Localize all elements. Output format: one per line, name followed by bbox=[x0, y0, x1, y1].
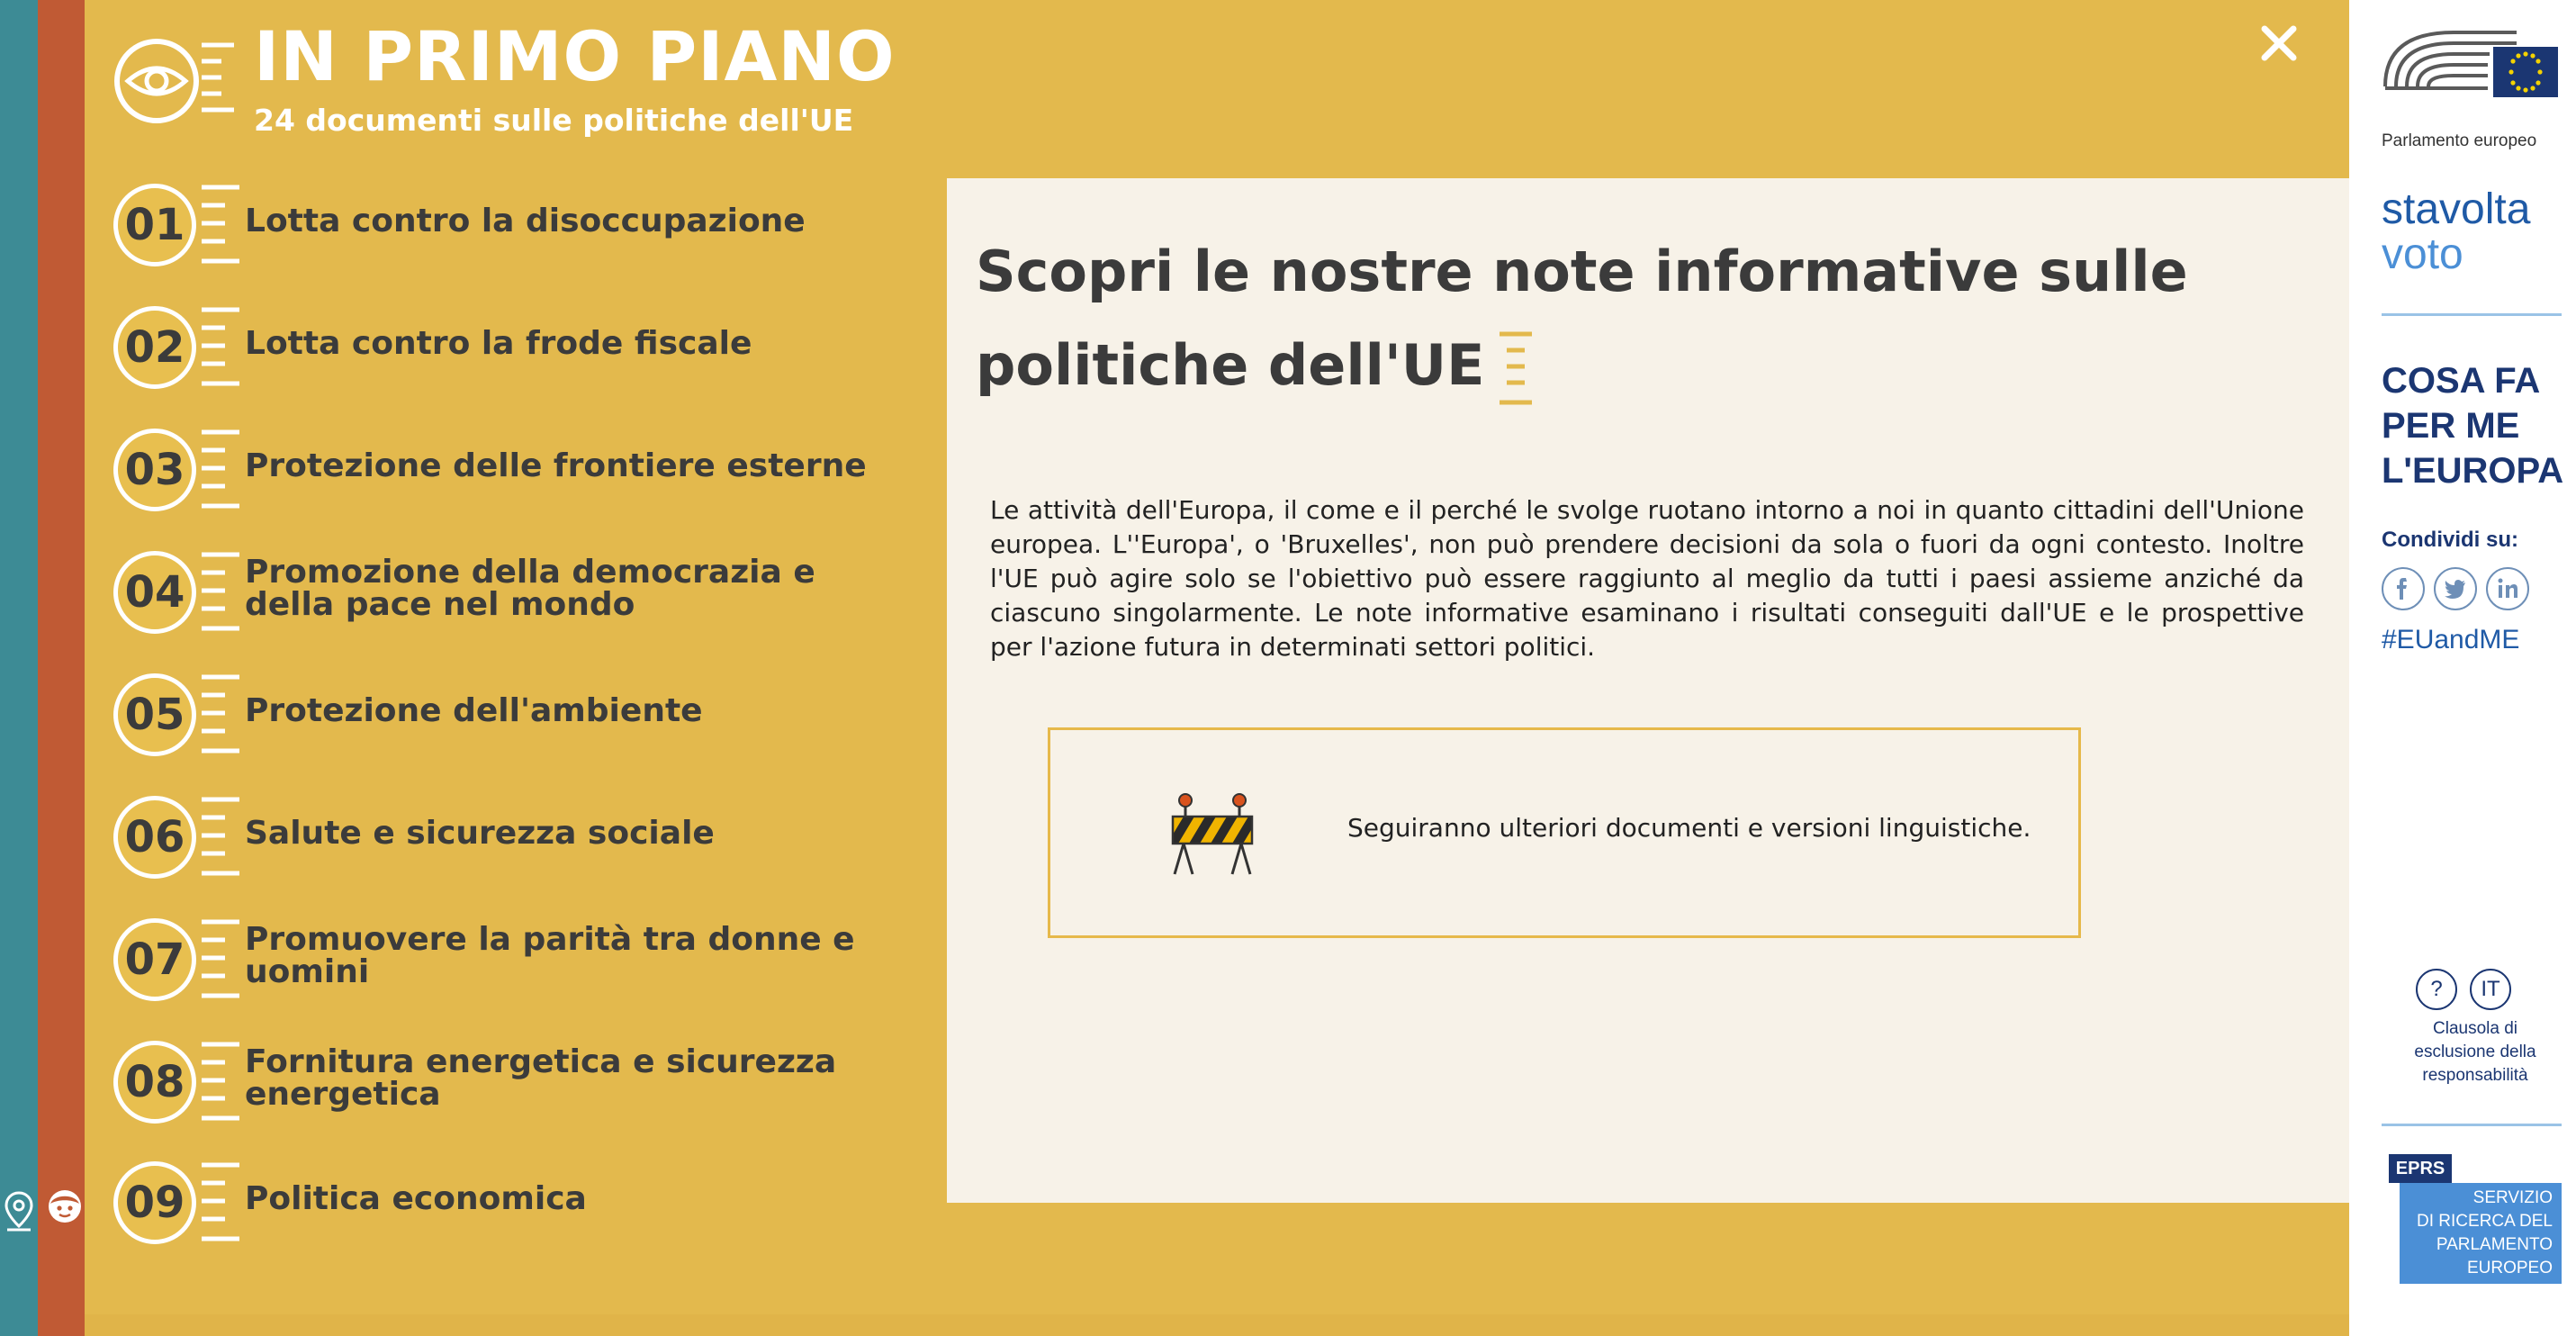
menu-item-number: 02 bbox=[124, 322, 185, 373]
parliament-name: Parlamento europeo bbox=[2382, 131, 2537, 150]
number-badge bbox=[112, 425, 229, 519]
page-subtitle: 24 documenti sulle politiche dell'UE bbox=[254, 103, 854, 138]
eprs-line: EUROPEO bbox=[2466, 1259, 2553, 1277]
campaign-voto: voto bbox=[2382, 230, 2463, 278]
cosa-line: L'EUROPA bbox=[2382, 451, 2564, 491]
european-parliament-logo[interactable] bbox=[2382, 23, 2558, 122]
close-button[interactable] bbox=[2252, 16, 2306, 70]
menu-item-label: Promozione della democrazia e della pace nel mondo bbox=[245, 554, 815, 623]
number-badge bbox=[112, 915, 229, 1008]
disclaimer-link[interactable] bbox=[2385, 1017, 2565, 1088]
face-icon[interactable] bbox=[47, 1188, 83, 1224]
linkedin-share-button[interactable] bbox=[2486, 567, 2529, 610]
menu-item-label: Protezione dell'ambiente bbox=[245, 692, 703, 729]
menu-item-05[interactable] bbox=[112, 670, 904, 769]
menu-item-08[interactable] bbox=[112, 1037, 904, 1136]
list-ticks-icon bbox=[202, 184, 241, 266]
list-ticks-icon bbox=[202, 306, 241, 389]
menu-item-03[interactable] bbox=[112, 425, 904, 524]
twitter-share-button[interactable] bbox=[2434, 567, 2477, 610]
menu-item-number: 09 bbox=[124, 1178, 185, 1228]
disclaimer-line: responsabilità bbox=[2422, 1066, 2528, 1085]
number-badge bbox=[112, 180, 229, 274]
menu-item-label: Lotta contro la frode fiscale bbox=[245, 325, 752, 362]
cosa-line: COSA FA bbox=[2382, 361, 2541, 401]
divider bbox=[2382, 313, 2562, 316]
linkedin-icon bbox=[2488, 569, 2527, 609]
list-ticks-icon bbox=[202, 1161, 241, 1244]
cosa-line: PER ME bbox=[2382, 406, 2520, 446]
menu-item-number: 05 bbox=[124, 690, 185, 740]
list-ticks-icon bbox=[202, 429, 241, 511]
disclaimer-line: Clausola di bbox=[2433, 1019, 2517, 1038]
cosa-fa-heading bbox=[2382, 358, 2563, 493]
number-badge bbox=[112, 302, 229, 396]
left-orange-strip bbox=[38, 0, 85, 1336]
content-panel bbox=[947, 178, 2403, 1203]
right-sidebar bbox=[2349, 0, 2576, 1336]
roadblock-icon bbox=[1167, 791, 1257, 876]
menu-item-number: 04 bbox=[124, 567, 185, 618]
menu-item-number: 06 bbox=[124, 812, 185, 862]
panel-title-text: Scopri le nostre note informative sulle politiche dell'UE bbox=[976, 239, 2188, 398]
notice-box bbox=[1048, 727, 2081, 938]
menu-item-04[interactable] bbox=[112, 547, 904, 646]
number-badge bbox=[112, 670, 229, 763]
hashtag[interactable]: #EUandME bbox=[2382, 625, 2520, 654]
number-badge bbox=[112, 1158, 229, 1251]
list-ticks-icon bbox=[202, 1041, 241, 1124]
menu-item-label: Salute e sicurezza sociale bbox=[245, 815, 715, 852]
list-ticks-icon bbox=[1496, 330, 1536, 408]
menu-item-label: Politica economica bbox=[245, 1180, 587, 1217]
divider bbox=[2382, 1124, 2562, 1126]
list-ticks-icon bbox=[202, 551, 241, 634]
menu-item-07[interactable] bbox=[112, 915, 904, 1014]
menu-item-label: Protezione delle frontiere esterne bbox=[245, 447, 867, 484]
twitter-icon bbox=[2436, 569, 2475, 609]
menu-item-label: Promuovere la parità tra donne e uomini bbox=[245, 921, 855, 990]
menu-item-01[interactable] bbox=[112, 180, 904, 279]
left-teal-strip bbox=[0, 0, 38, 1336]
map-pin-icon[interactable] bbox=[4, 1190, 34, 1232]
bottom-band bbox=[85, 1314, 2349, 1336]
facebook-share-button[interactable] bbox=[2382, 567, 2425, 610]
panel-body: Le attività dell'Europa, il come e il perché le svolge ruotano intorno a noi in quanto cittadini dell'Unione europea. L''Europa', o 'Bruxelles', non può prendere decisioni da sola o fuori da ogni contesto. Inoltre l'UE può agire solo se l'obiettivo può essere raggiunto al meglio da tutti i paesi assieme anziché da ciascuno singolarmente. Le note informative esaminano i risultati conseguiti dall'UE e le prospettive per l'azione futura in determinati settori politici. bbox=[990, 495, 2304, 662]
eye-list-icon bbox=[112, 38, 247, 128]
panel-title bbox=[976, 225, 2362, 412]
eprs-line: DI RICERCA DEL bbox=[2417, 1212, 2553, 1231]
number-badge bbox=[112, 547, 229, 641]
facebook-icon bbox=[2383, 569, 2423, 609]
eprs-line: SERVIZIO bbox=[2472, 1188, 2553, 1207]
help-button[interactable]: ? bbox=[2416, 969, 2457, 1010]
eprs-logo[interactable] bbox=[2400, 1183, 2562, 1284]
disclaimer-line: esclusione della bbox=[2414, 1043, 2536, 1061]
menu-item-number: 07 bbox=[124, 934, 185, 985]
notice-text: Seguiranno ulteriori documenti e versioni linguistiche. bbox=[1347, 813, 2031, 843]
eprs-line: PARLAMENTO bbox=[2436, 1235, 2553, 1254]
menu-item-number: 03 bbox=[124, 445, 185, 495]
list-ticks-icon bbox=[202, 673, 241, 756]
list-ticks-icon bbox=[202, 796, 241, 879]
menu-item-09[interactable] bbox=[112, 1158, 904, 1257]
menu-item-02[interactable] bbox=[112, 302, 904, 402]
main-area bbox=[85, 0, 2349, 1336]
menu-item-label: Fornitura energetica e sicurezza energetica bbox=[245, 1043, 837, 1113]
list-ticks-icon bbox=[202, 918, 241, 1001]
menu-item-06[interactable] bbox=[112, 792, 904, 891]
menu-item-number: 01 bbox=[124, 200, 185, 250]
menu-item-number: 08 bbox=[124, 1057, 185, 1107]
campaign-stavolta: stavolta bbox=[2382, 185, 2531, 233]
eprs-tag: EPRS bbox=[2389, 1154, 2452, 1183]
language-button[interactable]: IT bbox=[2470, 969, 2511, 1010]
share-label: Condividi su: bbox=[2382, 528, 2518, 552]
number-badge bbox=[112, 792, 229, 886]
menu-item-label: Lotta contro la disoccupazione bbox=[245, 203, 806, 239]
page-title: IN PRIMO PIANO bbox=[254, 16, 896, 96]
number-badge bbox=[112, 1037, 229, 1131]
